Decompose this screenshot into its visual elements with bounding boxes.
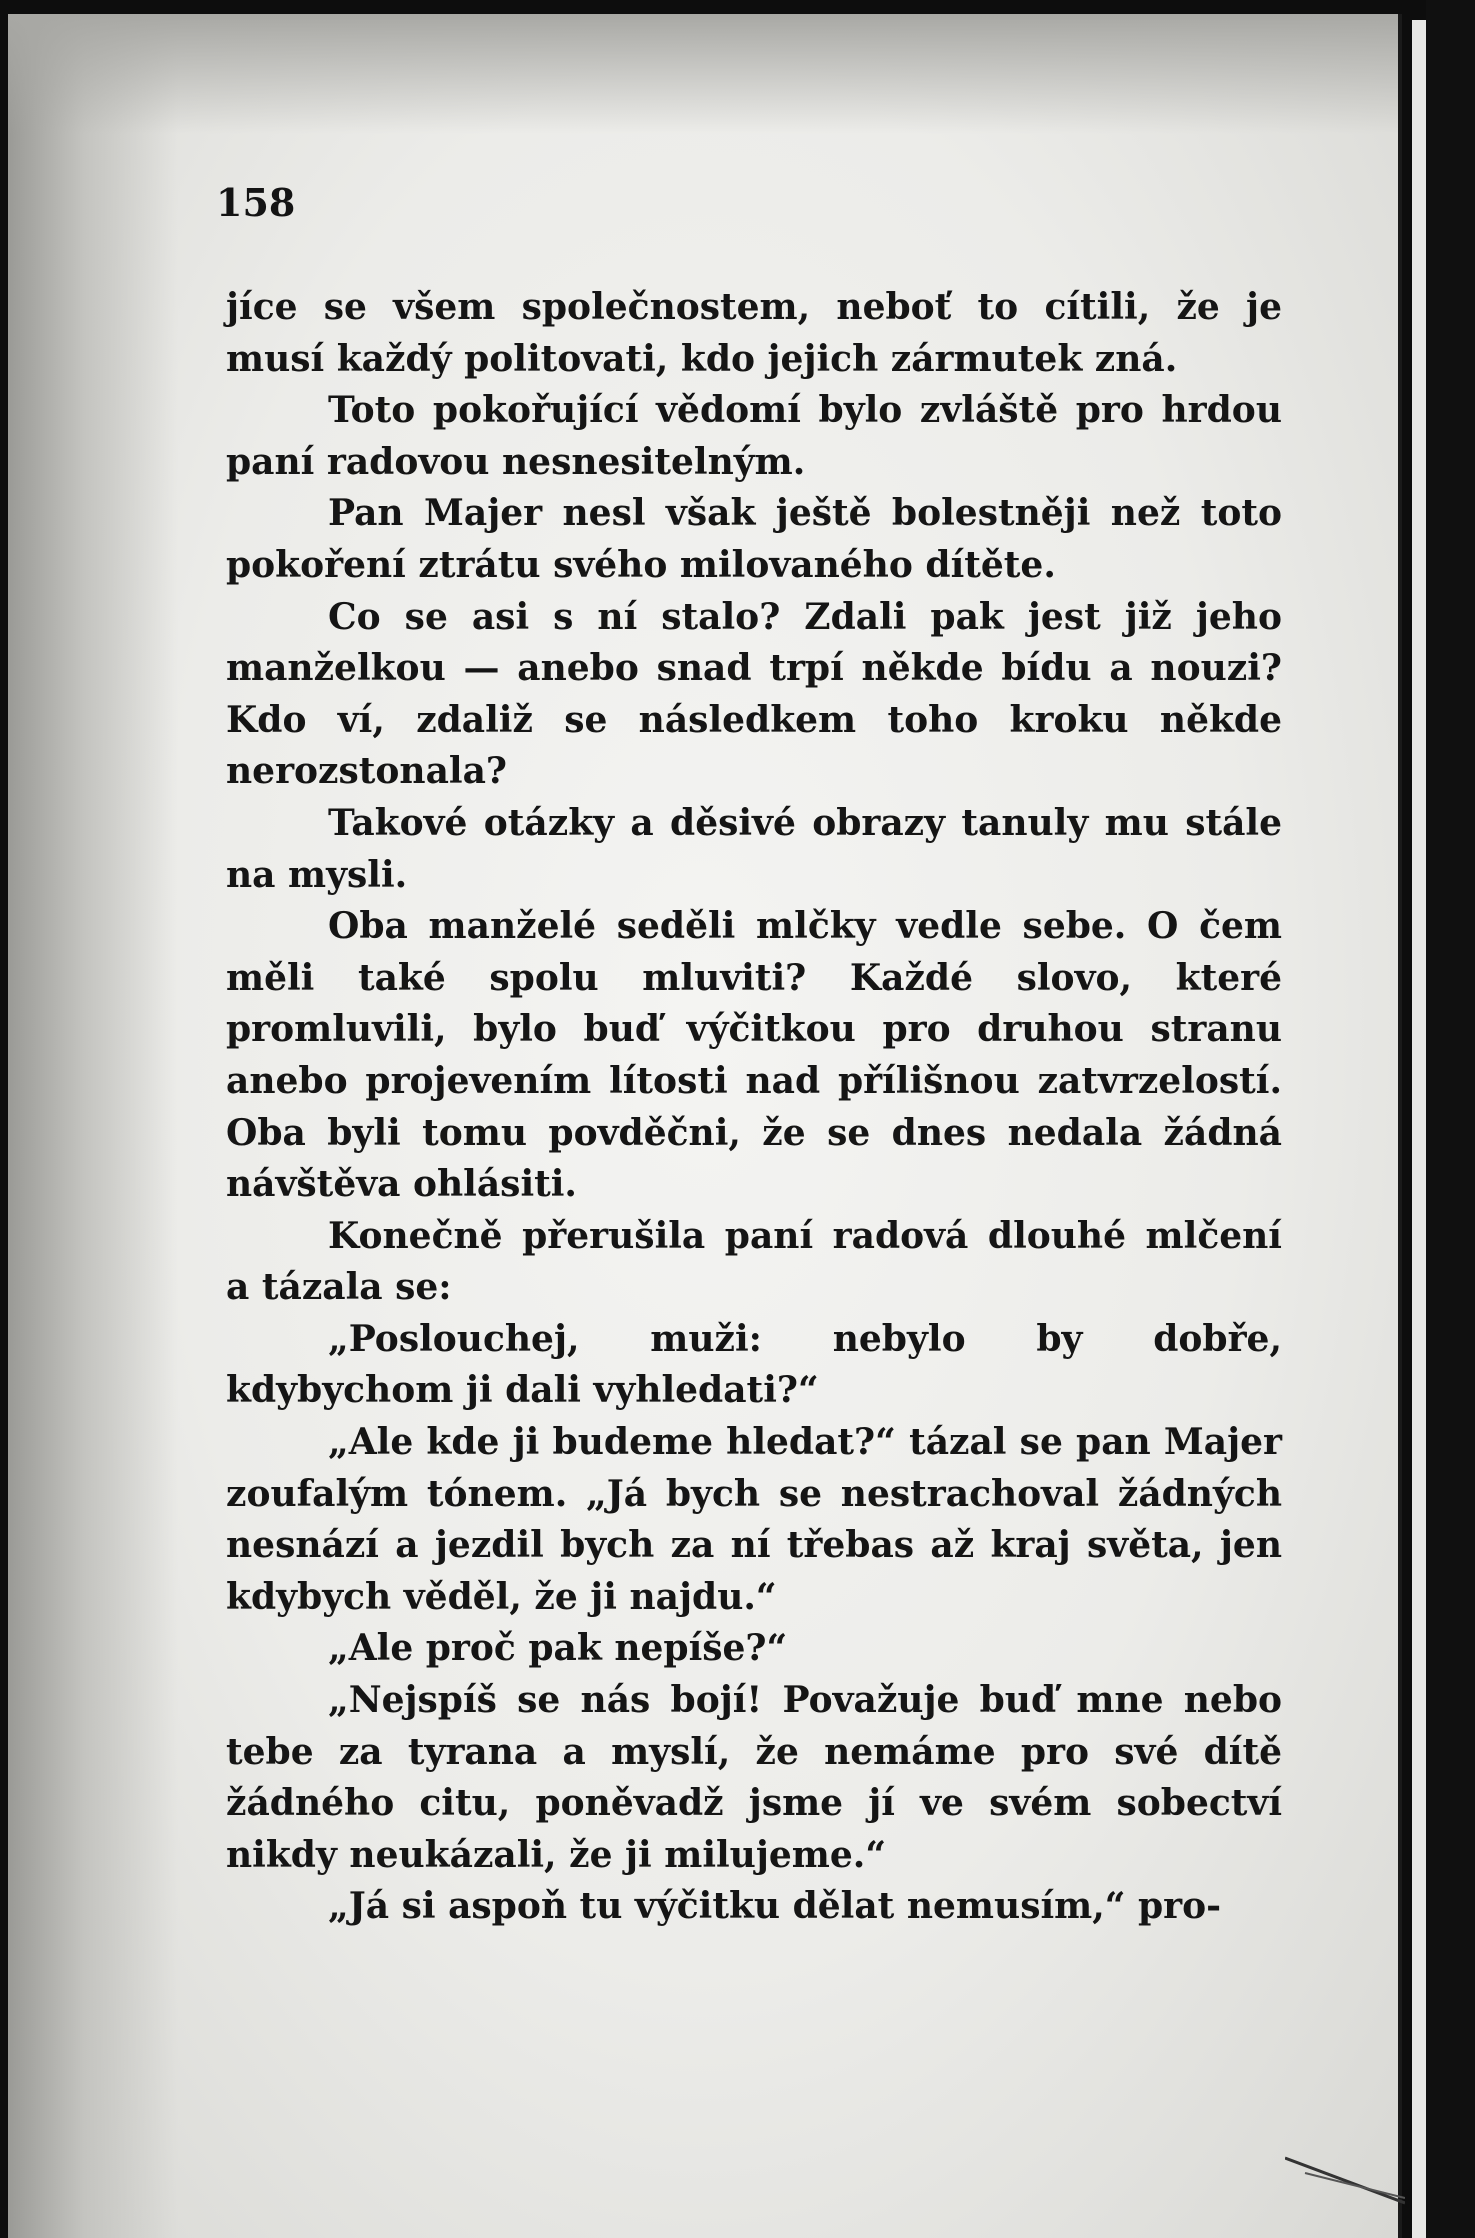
page-body	[226, 282, 1282, 1933]
paragraph: jíce se všem společnostem, neboť to cítili, že je musí každý politovati, kdo jejich zármutek zná.	[226, 286, 1282, 380]
page-corner-fold	[1285, 2148, 1405, 2208]
paragraph: „Já si aspoň tu výčitku dělat nemusím,“ pro-	[328, 1885, 1222, 1928]
paragraph: Oba manželé seděli mlčky vedle sebe. O čem měli také spolu mluviti? Každé slovo, které promluvili, bylo buď výčitkou pro druhou stranu anebo projevením lítosti nad přílišnou zatvrzelostí. Oba byli tomu povděčni, že se dnes nedala žádná návštěva ohlásiti.	[226, 905, 1282, 1206]
paragraph: Toto pokořující vědomí bylo zvláště pro hrdou paní radovou nesnesitelným.	[226, 389, 1282, 483]
paragraph: Co se asi s ní stalo? Zdali pak jest již jeho manželkou — anebo snad trpí někde bídu a nouzi? Kdo ví, zdaliž se následkem toho kroku někde nerozstonala?	[226, 595, 1282, 793]
paragraph: „Ale kde ji budeme hledat?“ tázal se pan Majer zoufalým tónem. „Já bych se nestrachoval žádných nesnází a jezdil bych za ní třebas až kraj světa, jen kdybych věděl, že ji najdu.“	[226, 1421, 1282, 1618]
paragraph: Pan Majer nesl však ještě bolestněji než toto pokoření ztrátu svého milovaného dítěte.	[226, 492, 1282, 586]
page-number: 158	[216, 180, 296, 225]
binding-shadow	[1426, 0, 1475, 2238]
paragraph: Takové otázky a děsivé obrazy tanuly mu stále na mysli.	[226, 801, 1282, 896]
page-edge	[1412, 20, 1426, 2238]
paragraph: „Poslouchej, muži: nebylo by dobře, kdybychom ji dali vyhledati?“	[226, 1317, 1282, 1412]
paragraph: „Ale proč pak nepíše?“	[328, 1627, 788, 1670]
paragraph: „Nejspíš se nás bojí! Považuje buď mne nebo tebe za tyrana a myslí, že nemáme pro své dítě žádného citu, poněvadž jsme jí ve svém sobectví nikdy neukázali, že ji milujeme.“	[226, 1679, 1282, 1876]
paragraph: Konečně přerušila paní radová dlouhé mlčení a tázala se:	[226, 1214, 1282, 1309]
